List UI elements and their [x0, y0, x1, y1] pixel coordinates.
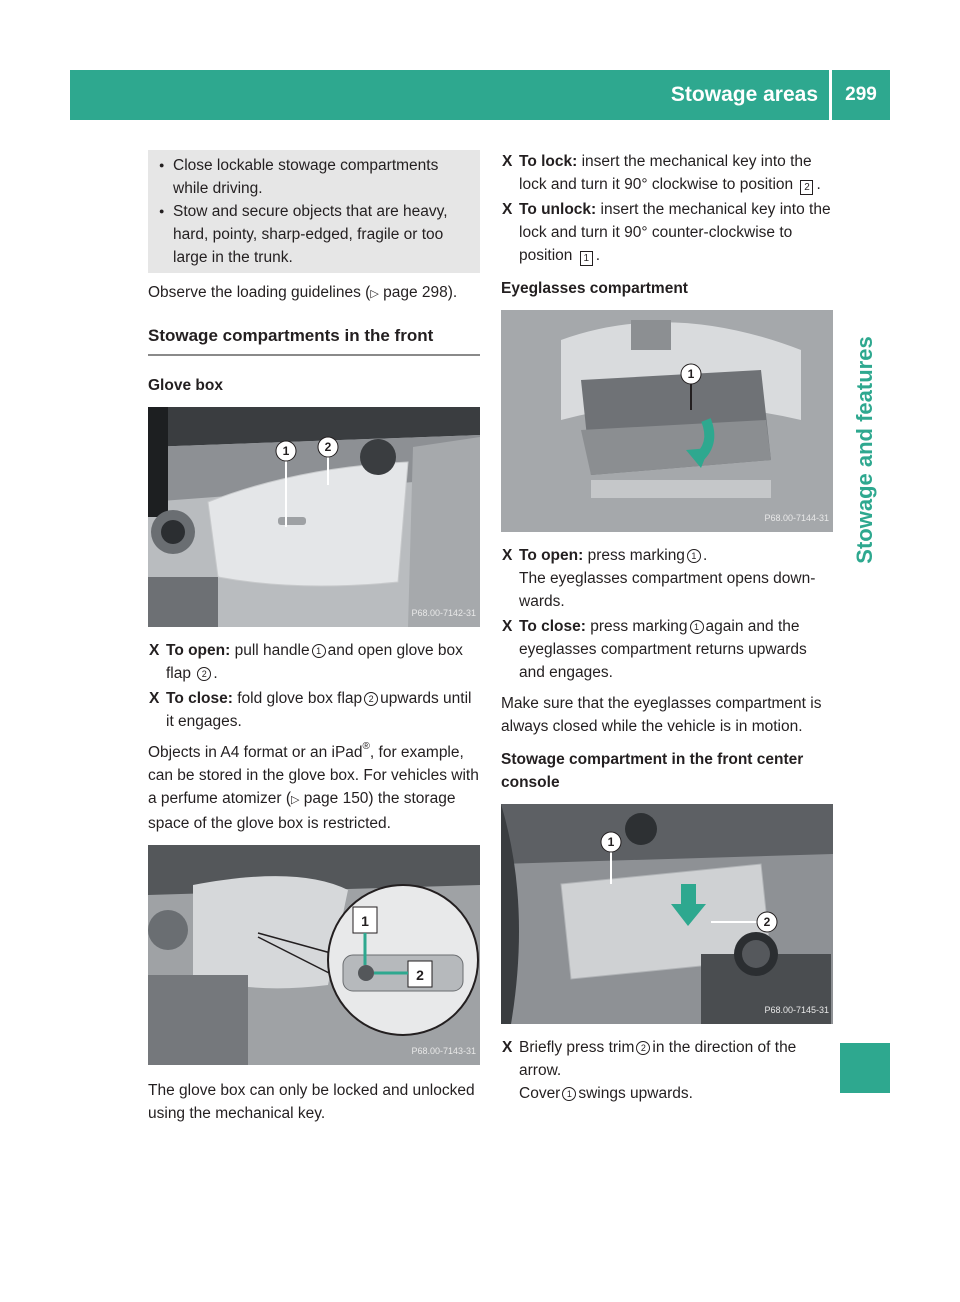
- page-ref-link[interactable]: page 150) the storage space of the glove box is restricted.: [148, 790, 456, 832]
- glove-box-image: [148, 407, 480, 627]
- position-2-icon: 2: [800, 180, 813, 195]
- figure-code: P68.00-7142-31: [411, 608, 476, 618]
- step-arrow-icon: X: [502, 1039, 513, 1056]
- step-arrow-icon: X: [149, 690, 160, 707]
- page-header: [70, 70, 890, 120]
- position-1-icon: 1: [580, 251, 593, 266]
- step-arrow-icon: X: [502, 618, 513, 635]
- callout-2-label: 2: [324, 440, 332, 454]
- side-tab-marker: [840, 1043, 890, 1093]
- warning-item: ● Close lockable stowage compartments while driving.: [156, 154, 472, 200]
- position-1-label: 1: [361, 913, 369, 929]
- marker-2-icon: 2: [197, 667, 211, 681]
- figure-code: P68.00-7143-31: [411, 1046, 476, 1056]
- eyeglasses-image: [501, 310, 833, 532]
- section-title: Stowage compartments in the front: [148, 314, 480, 356]
- step-arrow-icon: X: [502, 547, 513, 564]
- center-console-title: Stowage compartment in the front center console: [501, 751, 804, 791]
- page-ref-link[interactable]: page 298).: [383, 284, 458, 301]
- center-console-image: [501, 804, 833, 1024]
- callout-1-label: 1: [282, 444, 290, 458]
- trim-press-step: X Briefly press trim 2 in the direction of the arrow. Cover 1 swings upwards.: [501, 1036, 833, 1105]
- glove-objects-text: Objects in A4 format or an iPad®, for example, can be stored in the glove box. For vehicles with a perfume atomizer (▷ page 150) the storage space of the glove box is restricted.: [148, 741, 479, 832]
- page-ref-icon: ▷: [291, 794, 300, 806]
- left-column: [148, 150, 480, 1133]
- glove-close-step: X To close: fold glove box flap 2 upwards until it engages.: [148, 687, 480, 733]
- step-arrow-icon: X: [502, 201, 513, 218]
- callout-1-label: 1: [687, 367, 695, 381]
- eyeglasses-open-note: The eyeglasses compartment opens down- wards.: [519, 570, 816, 610]
- marker-1-icon: 1: [690, 620, 704, 634]
- marker-1-icon: 1: [687, 549, 701, 563]
- marker-2-icon: 2: [364, 692, 378, 706]
- marker-2-icon: 2: [636, 1041, 650, 1055]
- figure-code: P68.00-7145-31: [764, 1005, 829, 1015]
- glove-open-step: X To open: pull handle 1 and open glove box flap 2 .: [148, 639, 480, 685]
- glove-lock-step: X To lock: insert the mechanical key into the lock and turn it 90° clockwise to position 2 .: [501, 150, 833, 196]
- glove-unlock-step: X To unlock: insert the mechanical key into the lock and turn it 90° counter-clockwise to position 1 .: [501, 198, 833, 267]
- eyeglasses-open-step: X To open: press marking 1 . The eyeglasses compartment opens down- wards.: [501, 544, 833, 613]
- glove-lock-note: The glove box can only be locked and unlocked using the mechanical key.: [148, 1082, 475, 1122]
- figure-code: P68.00-7144-31: [764, 513, 829, 523]
- glove-box-title: Glove box: [148, 377, 223, 394]
- eyeglasses-note: Make sure that the eyeglasses compartment is always closed while the vehicle is in motion.: [501, 695, 822, 735]
- warning-item: ● Stow and secure objects that are heavy, hard, pointy, sharp-edged, fragile or too large in the trunk.: [156, 200, 472, 269]
- cover-note: Cover 1 swings upwards.: [519, 1085, 693, 1102]
- callout-2-label: 2: [763, 915, 771, 929]
- warning-box: [148, 150, 480, 273]
- callout-1-label: 1: [607, 835, 615, 849]
- step-arrow-icon: X: [149, 642, 160, 659]
- page-number: 299: [845, 84, 877, 105]
- side-tab-label: Stowage and features: [852, 336, 877, 564]
- position-2-label: 2: [416, 967, 424, 983]
- right-column: [501, 150, 833, 1107]
- section-header-title: Stowage areas: [670, 83, 818, 106]
- step-arrow-icon: X: [502, 153, 513, 170]
- marker-1-icon: 1: [562, 1087, 576, 1101]
- eyeglasses-close-step: X To close: press marking 1 again and the eyeglasses compartment returns upwards and engages.: [501, 615, 833, 684]
- side-tab: [840, 300, 890, 600]
- marker-1-icon: 1: [312, 644, 326, 658]
- page-ref-icon: ▷: [370, 288, 379, 300]
- eyeglasses-title: Eyeglasses compartment: [501, 280, 688, 297]
- loading-guidelines-text: Observe the loading guidelines (▷ page 298).: [148, 284, 458, 301]
- glove-box-lock-image: [148, 845, 480, 1065]
